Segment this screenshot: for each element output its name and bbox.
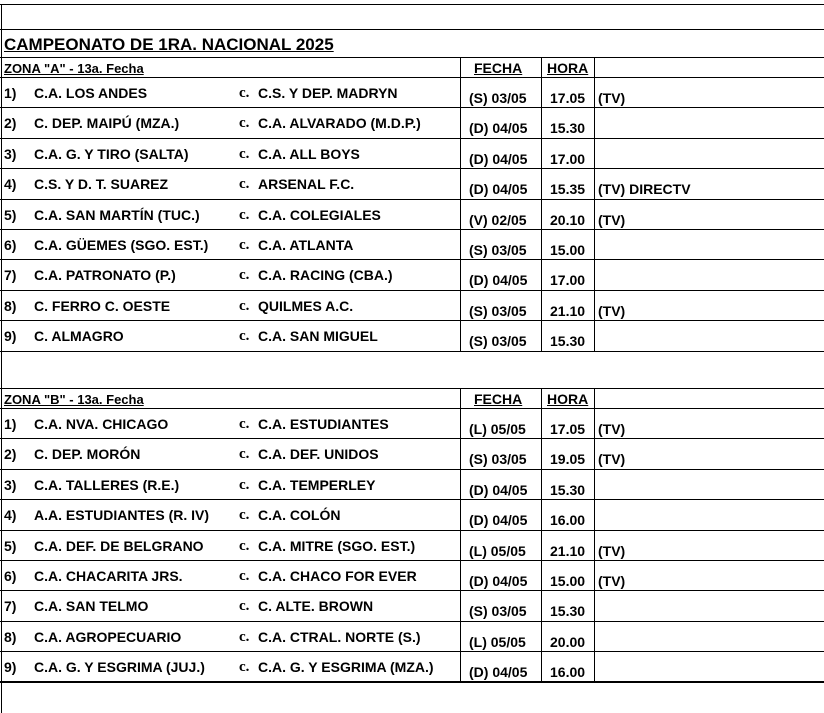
away-team: ARSENAL F.C. [258, 176, 355, 192]
match-time: 15.00 [550, 573, 586, 589]
home-team: C. DEP. MORÓN [34, 446, 141, 462]
match-number: 9) [4, 328, 17, 344]
home-team: C.A. G. Y TIRO (SALTA) [34, 146, 189, 162]
match-number: 7) [4, 598, 17, 614]
vs-label: c. [239, 538, 250, 554]
away-team: C.A. CHACO FOR EVER [258, 568, 417, 584]
match-number: 6) [4, 237, 17, 253]
match-date: (D) 04/05 [469, 573, 528, 589]
away-team: C.A. ATLANTA [258, 237, 354, 253]
home-team: C. DEP. MAIPÚ (MZA.) [34, 115, 180, 131]
home-team: C.A. GÜEMES (SGO. EST.) [34, 237, 209, 253]
match-number: 8) [4, 629, 17, 645]
away-team: C.A. DEF. UNIDOS [258, 446, 379, 462]
home-team: C.S. Y D. T. SUAREZ [34, 176, 169, 192]
match-time: 16.00 [550, 664, 586, 680]
home-team: C.A. PATRONATO (P.) [34, 267, 176, 283]
away-team: C.A. ALVARADO (M.D.P.) [258, 115, 421, 131]
home-team: C.A. LOS ANDES [34, 85, 148, 101]
match-date: (D) 04/05 [469, 482, 528, 498]
match-date: (S) 03/05 [469, 333, 527, 349]
vs-label: c. [239, 176, 250, 192]
tv-broadcast: (TV) [598, 573, 626, 589]
match-time: 17.05 [550, 90, 586, 106]
match-date: (L) 05/05 [469, 421, 526, 437]
home-team: C.A. TALLERES (R.E.) [34, 477, 180, 493]
match-number: 2) [4, 115, 17, 131]
vs-label: c. [239, 146, 250, 162]
column-divider [460, 388, 461, 682]
match-time: 15.30 [550, 120, 586, 136]
match-time: 21.10 [550, 303, 586, 319]
match-time: 21.10 [550, 543, 586, 559]
match-number: 9) [4, 659, 17, 675]
match-number: 5) [4, 538, 17, 554]
row-rule [0, 259, 824, 260]
zone-label: ZONA "B" - 13a. Fecha [4, 392, 144, 407]
zone-header-bottom-rule [0, 408, 824, 409]
row-rule [0, 499, 824, 500]
tv-broadcast: (TV) [598, 303, 626, 319]
vs-label: c. [239, 446, 250, 462]
tv-broadcast: (TV) [598, 212, 626, 228]
match-date: (S) 03/05 [469, 242, 527, 258]
away-team: C.S. Y DEP. MADRYN [258, 85, 398, 101]
match-time: 17.05 [550, 421, 586, 437]
match-number: 4) [4, 176, 17, 192]
row-rule [0, 138, 824, 139]
tv-broadcast: (TV) [598, 421, 626, 437]
row-rule [0, 438, 824, 439]
vs-label: c. [239, 328, 250, 344]
match-number: 3) [4, 477, 17, 493]
home-team: A.A. ESTUDIANTES (R. IV) [34, 507, 210, 523]
row-rule [0, 651, 824, 652]
match-number: 4) [4, 507, 17, 523]
away-team: C.A. TEMPERLEY [258, 477, 376, 493]
match-number: 2) [4, 446, 17, 462]
away-team: C.A. RACING (CBA.) [258, 267, 393, 283]
row-rule [0, 560, 824, 561]
vs-label: c. [239, 568, 250, 584]
tv-broadcast: (TV) [598, 90, 626, 106]
away-team: C.A. COLEGIALES [258, 207, 381, 223]
match-time: 15.30 [550, 603, 586, 619]
tv-broadcast: (TV) DIRECTV [598, 181, 691, 197]
row-rule [0, 590, 824, 591]
match-time: 16.00 [550, 512, 586, 528]
sheet-left-border [1, 4, 2, 713]
match-date: (S) 03/05 [469, 451, 527, 467]
match-date: (D) 04/05 [469, 181, 528, 197]
home-team: C.A. CHACARITA JRS. [34, 568, 183, 584]
home-team: C.A. NVA. CHICAGO [34, 416, 169, 432]
vs-label: c. [239, 659, 250, 675]
match-date: (S) 03/05 [469, 303, 527, 319]
column-divider [541, 57, 542, 351]
column-divider [460, 57, 461, 351]
column-divider [541, 388, 542, 682]
match-date: (S) 03/05 [469, 603, 527, 619]
away-team: C.A. CTRAL. NORTE (S.) [258, 629, 421, 645]
match-number: 8) [4, 298, 17, 314]
hora-header: HORA [547, 60, 589, 76]
match-date: (L) 05/05 [469, 543, 526, 559]
home-team: C.A. SAN MARTÍN (TUC.) [34, 207, 200, 223]
match-date: (D) 04/05 [469, 272, 528, 288]
row-rule [0, 107, 824, 108]
match-date: (D) 04/05 [469, 151, 528, 167]
match-number: 1) [4, 416, 17, 432]
match-date: (S) 03/05 [469, 90, 527, 106]
column-divider [594, 388, 595, 682]
match-number: 3) [4, 146, 17, 162]
vs-label: c. [239, 237, 250, 253]
row-rule [0, 199, 824, 200]
zone-end-rule [0, 682, 824, 683]
hora-header: HORA [547, 391, 589, 407]
zone-header-rule [0, 57, 824, 58]
match-time: 15.35 [550, 181, 586, 197]
away-team: C. ALTE. BROWN [258, 598, 374, 614]
match-time: 15.30 [550, 482, 586, 498]
home-team: C.A. DEF. DE BELGRANO [34, 538, 204, 554]
vs-label: c. [239, 477, 250, 493]
fecha-header: FECHA [474, 60, 523, 76]
match-time: 17.00 [550, 151, 586, 167]
vs-label: c. [239, 298, 250, 314]
column-divider [594, 57, 595, 351]
match-number: 7) [4, 267, 17, 283]
row-rule [0, 469, 824, 470]
vs-label: c. [239, 207, 250, 223]
home-team: C. ALMAGRO [34, 328, 124, 344]
row-rule [0, 320, 824, 321]
match-time: 17.00 [550, 272, 586, 288]
vs-label: c. [239, 507, 250, 523]
away-team: C.A. MITRE (SGO. EST.) [258, 538, 416, 554]
match-time: 20.10 [550, 212, 586, 228]
rule-top [0, 4, 824, 5]
match-date: (D) 04/05 [469, 120, 528, 136]
match-number: 1) [4, 85, 17, 101]
vs-label: c. [239, 598, 250, 614]
away-team: C.A. G. Y ESGRIMA (MZA.) [258, 659, 434, 675]
vs-label: c. [239, 416, 250, 432]
match-date: (D) 04/05 [469, 512, 528, 528]
zone-label: ZONA "A" - 13a. Fecha [4, 61, 144, 76]
zone-header-rule [0, 388, 824, 389]
match-number: 5) [4, 207, 17, 223]
row-rule [0, 530, 824, 531]
row-rule [0, 229, 824, 230]
row-rule [0, 621, 824, 622]
tv-broadcast: (TV) [598, 543, 626, 559]
tv-broadcast: (TV) [598, 451, 626, 467]
away-team: C.A. ESTUDIANTES [258, 416, 389, 432]
away-team: C.A. COLÓN [258, 507, 341, 523]
fecha-header: FECHA [474, 391, 523, 407]
vs-label: c. [239, 267, 250, 283]
match-date: (V) 02/05 [469, 212, 527, 228]
away-team: C.A. ALL BOYS [258, 146, 360, 162]
match-date: (D) 04/05 [469, 664, 528, 680]
match-time: 15.00 [550, 242, 586, 258]
home-team: C. FERRO C. OESTE [34, 298, 171, 314]
zone-header-bottom-rule [0, 77, 824, 78]
match-time: 19.05 [550, 451, 586, 467]
match-date: (L) 05/05 [469, 634, 526, 650]
row-rule [0, 290, 824, 291]
match-number: 6) [4, 568, 17, 584]
zone-end-rule [0, 351, 824, 352]
page-title: CAMPEONATO DE 1RA. NACIONAL 2025 [4, 35, 334, 54]
match-time: 20.00 [550, 634, 586, 650]
row-rule [0, 168, 824, 169]
rule-above-title [0, 29, 824, 30]
vs-label: c. [239, 85, 250, 101]
away-team: C.A. SAN MIGUEL [258, 328, 378, 344]
match-time: 15.30 [550, 333, 586, 349]
away-team: QUILMES A.C. [258, 298, 354, 314]
home-team: C.A. SAN TELMO [34, 598, 149, 614]
home-team: C.A. AGROPECUARIO [34, 629, 182, 645]
vs-label: c. [239, 629, 250, 645]
home-team: C.A. G. Y ESGRIMA (JUJ.) [34, 659, 205, 675]
vs-label: c. [239, 115, 250, 131]
